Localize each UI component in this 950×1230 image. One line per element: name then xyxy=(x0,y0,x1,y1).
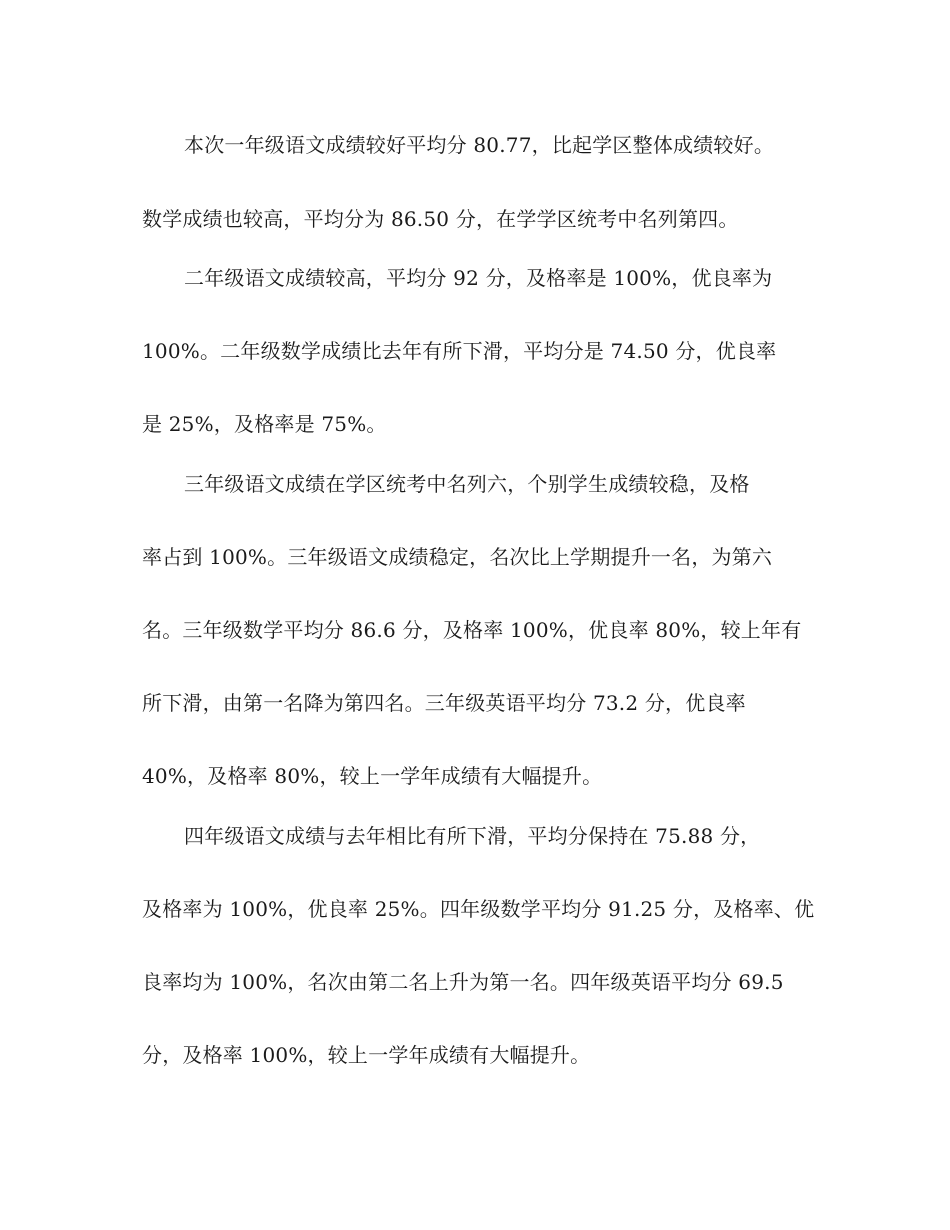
paragraph-4-line-2: 及格率为 100%，优良率 25%。四年级数学平均分 91.25 分，及格率、优 xyxy=(142,897,815,921)
paragraph-4-line-1: 四年级语文成绩与去年相比有所下滑，平均分保持在 75.88 分， xyxy=(184,824,761,848)
paragraph-2-line-1: 二年级语文成绩较高，平均分 92 分，及格率是 100%，优良率为 xyxy=(184,266,773,290)
paragraph-2-line-2: 100%。二年级数学成绩比去年有所下滑，平均分是 74.50 分，优良率 xyxy=(142,339,777,363)
paragraph-4-line-4: 分，及格率 100%，较上一学年成绩有大幅提升。 xyxy=(142,1043,591,1067)
paragraph-1-line-1: 本次一年级语文成绩较好平均分 80.77，比起学区整体成绩较好。 xyxy=(184,133,775,157)
paragraph-3-line-2: 率占到 100%。三年级语文成绩稳定，名次比上学期提升一名，为第六 xyxy=(142,545,773,569)
paragraph-2-line-3: 是 25%，及格率是 75%。 xyxy=(142,412,387,436)
paragraph-1-line-2: 数学成绩也较高，平均分为 86.50 分，在学学区统考中名列第四。 xyxy=(142,207,739,231)
paragraph-3-line-1: 三年级语文成绩在学区统考中名列六，个别学生成绩较稳，及格 xyxy=(184,472,750,496)
paragraph-4-line-3: 良率均为 100%，名次由第二名上升为第一名。四年级英语平均分 69.5 xyxy=(142,970,784,994)
paragraph-3-line-5: 40%，及格率 80%，较上一学年成绩有大幅提升。 xyxy=(142,764,603,788)
paragraph-3-line-4: 所下滑，由第一名降为第四名。三年级英语平均分 73.2 分，优良率 xyxy=(142,691,746,715)
paragraph-3-line-3: 名。三年级数学平均分 86.6 分，及格率 100%，优良率 80%，较上年有 xyxy=(142,618,802,642)
